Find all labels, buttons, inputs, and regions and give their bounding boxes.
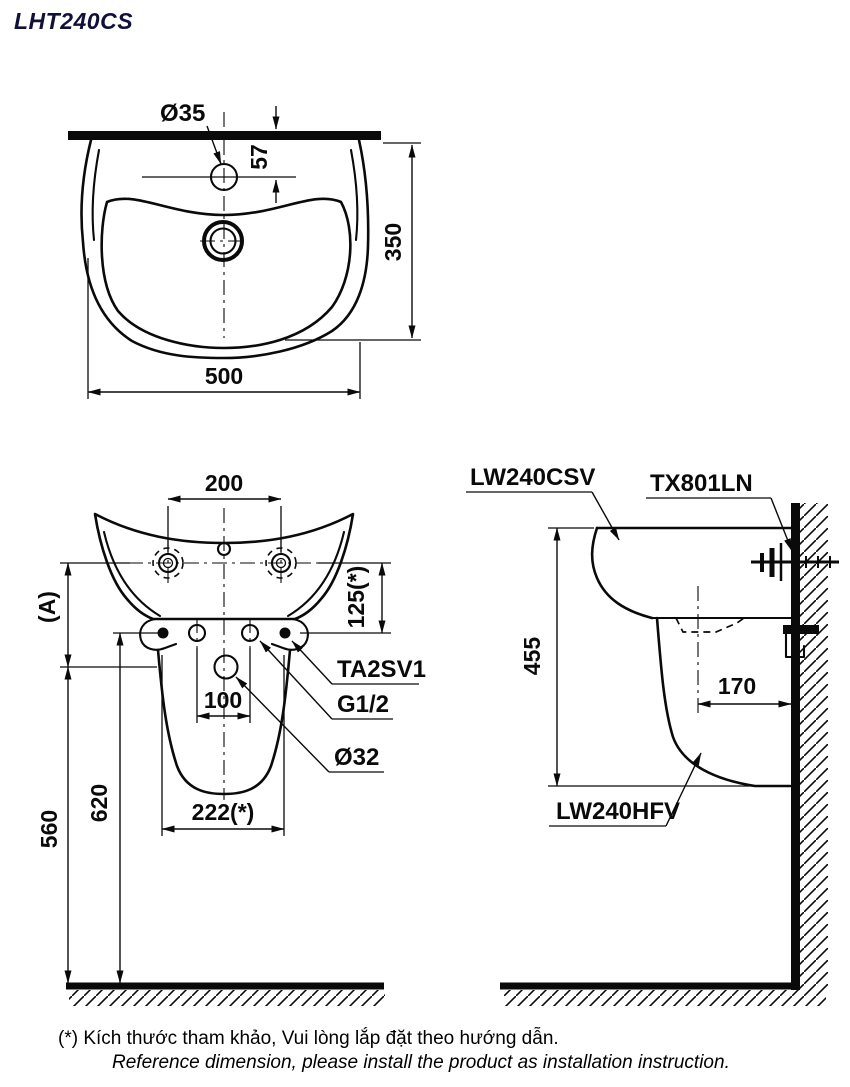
product-code-title: LHT240CS bbox=[14, 8, 134, 34]
fixing-kit-label: TA2SV1 bbox=[337, 656, 426, 683]
drain-hole-front bbox=[215, 656, 238, 679]
front-view bbox=[34, 470, 426, 1006]
pedestal-model-leader bbox=[666, 753, 701, 826]
footnote-english: Reference dimension, please install the product as installation instruction. bbox=[112, 1052, 730, 1073]
floor-hatch-front bbox=[69, 990, 385, 1006]
pedestal-model-label: LW240HFV bbox=[556, 798, 681, 825]
wall-bracket bbox=[783, 625, 819, 634]
mount-bolt-left bbox=[158, 628, 169, 639]
dim-pedestal-width-label: 222(*) bbox=[191, 799, 255, 825]
dim-drain-wall-label: 170 bbox=[717, 673, 757, 699]
basin-model-label: LW240CSV bbox=[470, 464, 596, 491]
basin-front-profile bbox=[592, 528, 652, 618]
dim-hole-offset-label: 57 bbox=[246, 144, 272, 170]
bolt-model-label: TX801LN bbox=[650, 470, 753, 497]
drain-label: Ø32 bbox=[334, 744, 380, 771]
dim-faucet-hole-label: Ø35 bbox=[160, 100, 206, 127]
dim-drain-height-label: 560 bbox=[36, 809, 62, 849]
mount-bolt-right bbox=[280, 628, 291, 639]
dim-faucet-spacing-label: 200 bbox=[204, 470, 244, 496]
dim-width-label: 500 bbox=[204, 363, 244, 389]
dim-supply-spacing-label: 100 bbox=[203, 687, 243, 713]
basin-ledge-right bbox=[351, 150, 357, 240]
basin-outer-outline bbox=[81, 140, 368, 358]
top-view bbox=[68, 100, 421, 399]
basin-ledge-left bbox=[93, 150, 99, 240]
supply-label: G1/2 bbox=[337, 691, 390, 718]
side-view bbox=[466, 464, 839, 1006]
supply-leader bbox=[260, 641, 332, 719]
dim-depth-label: 350 bbox=[380, 222, 406, 262]
fixing-kit-leader bbox=[292, 641, 332, 684]
dim-hole-to-bolt-label: 125(*) bbox=[343, 565, 369, 629]
drain-leader bbox=[236, 677, 329, 772]
pedestal-profile bbox=[657, 618, 790, 786]
floor-hatch-side bbox=[504, 990, 826, 1006]
wall-hatch bbox=[800, 503, 828, 990]
dim-ref-height-label: (A) bbox=[34, 591, 60, 623]
dim-bolt-height-label: 620 bbox=[86, 783, 112, 823]
footnote-vietnamese: (*) Kích thước tham khảo, Vui lòng lắp đặt theo hướng dẫn. bbox=[58, 1028, 559, 1049]
wall-line bbox=[791, 503, 800, 990]
pedestal-hidden-recess bbox=[676, 618, 744, 632]
dim-height-label: 455 bbox=[519, 636, 545, 676]
